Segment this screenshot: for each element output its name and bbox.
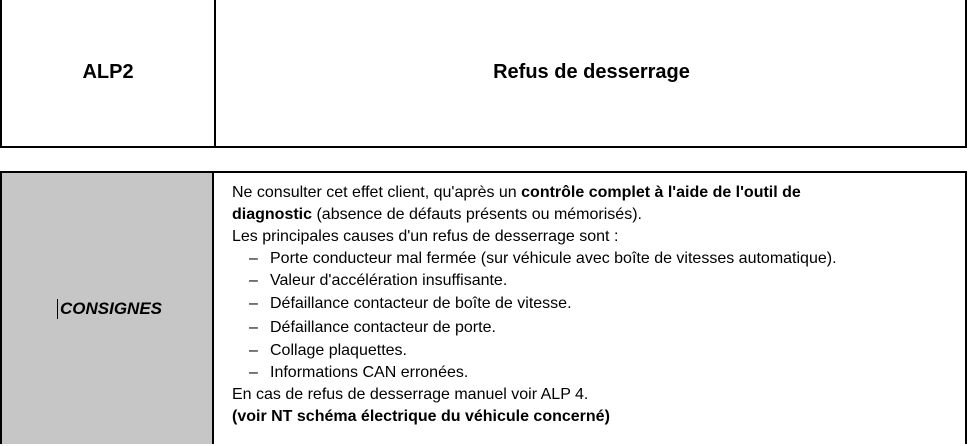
intro-paragraph: [232, 182, 960, 226]
header-table: [0, 0, 967, 148]
consignes-label-cell: [2, 173, 212, 444]
intro-after-text: (absence de défauts présents ou mémorisés).: [312, 206, 642, 223]
cause-text: Informations CAN erronées.: [270, 364, 469, 381]
fault-title: Refus de desserrage: [493, 60, 690, 83]
dash-bullet: –: [249, 319, 258, 336]
consignes-label-text: CONSIGNES: [59, 298, 163, 318]
intro-text: Ne consulter cet effet client, qu'après un: [232, 184, 522, 201]
consignes-divider: [212, 173, 214, 444]
dash-bullet: –: [249, 250, 258, 267]
cause-text: Valeur d'accélération insuffisante.: [270, 272, 508, 289]
consignes-content: [232, 182, 960, 428]
cause-text: Défaillance contacteur de porte.: [270, 319, 496, 336]
dash-bullet: –: [249, 364, 258, 381]
cause-text: Défaillance contacteur de boîte de vitesse.: [270, 295, 572, 312]
text-cursor: [57, 299, 58, 319]
dash-bullet: –: [249, 342, 258, 359]
list-item: [232, 340, 960, 362]
consignes-table: [0, 171, 967, 444]
fault-code: ALP2: [82, 60, 134, 83]
list-item: [232, 292, 960, 316]
causes-list: [232, 248, 960, 384]
list-item: [232, 316, 960, 340]
reference-note-wrap: [232, 406, 960, 428]
cause-text: Collage plaquettes.: [270, 342, 407, 359]
intro-bold-line1: contrôle complet à l'aide de l'outil de: [521, 184, 801, 201]
dash-bullet: –: [249, 295, 258, 312]
list-item: [232, 362, 960, 384]
reference-note: (voir NT schéma électrique du véhicule concerné): [232, 408, 610, 425]
dash-bullet: –: [249, 272, 258, 289]
intro-bold-line2: diagnostic: [232, 206, 313, 223]
consignes-label: [60, 299, 162, 319]
list-item: [232, 248, 960, 270]
manual-note: En cas de refus de desserrage manuel voir ALP 4.: [232, 386, 589, 403]
cause-text: Porte conducteur mal fermée (sur véhicule avec boîte de vitesses automatique).: [270, 250, 837, 267]
causes-intro: Les principales causes d'un refus de desserrage sont :: [232, 228, 619, 245]
list-item: [232, 270, 960, 292]
